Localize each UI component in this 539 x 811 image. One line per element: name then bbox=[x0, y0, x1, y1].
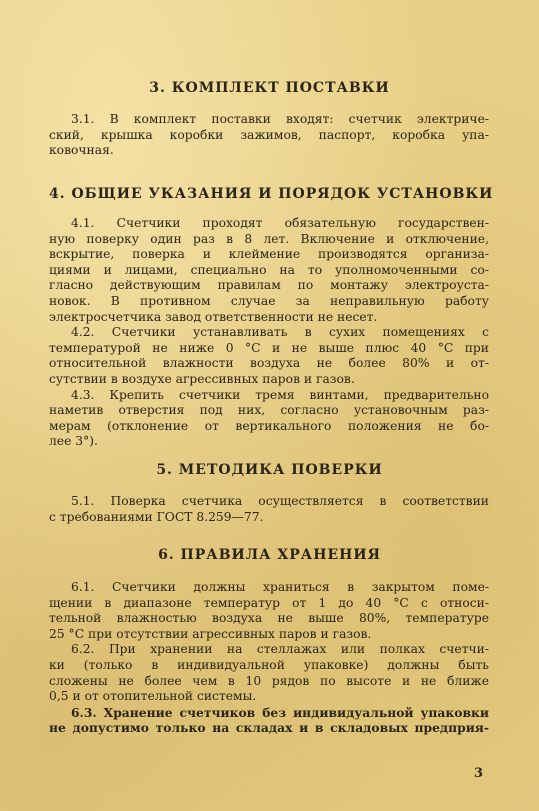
text-line: 0,5 и от отопительной системы. bbox=[49, 689, 257, 704]
text-line: относительной влажности воздуха не более 80% и от- bbox=[49, 356, 489, 371]
text-line: 6.3. Хранение счетчиков без индивидуальной упаковки bbox=[71, 704, 489, 720]
text-line: электросчетчика завод ответственности не несет. bbox=[49, 309, 378, 324]
text-line: с требованиями ГОСТ 8.259—77. bbox=[49, 509, 264, 524]
section-heading-4: 4. ОБЩИЕ УКАЗАНИЯ И ПОРЯДОК УСТАНОВКИ bbox=[49, 186, 494, 202]
text-line: 6.1. Счетчики должны храниться в закрытом поме- bbox=[71, 580, 489, 594]
text-line: 4.3. Крепить счетчики тремя винтами, предварительно bbox=[71, 387, 489, 402]
text-line: наметив отверстия под них, согласно установочным раз- bbox=[49, 403, 489, 418]
text-line: ский, крышка коробки зажимов, паспорт, коробка упа- bbox=[49, 127, 489, 142]
section-body-6 bbox=[49, 580, 489, 736]
text-line: ковочная. bbox=[49, 143, 114, 158]
section-heading-5: 5. МЕТОДИКА ПОВЕРКИ bbox=[156, 462, 383, 478]
section-body-3 bbox=[49, 112, 489, 159]
text-line: новок. В противном случае за неправильную работу bbox=[49, 293, 489, 308]
text-line: гласно действующим правилам по монтажу электроуста- bbox=[49, 278, 489, 293]
text-line: лее 3°). bbox=[49, 434, 98, 449]
text-line: сложены не более чем в 10 рядов по высоте и не ближе bbox=[49, 673, 489, 688]
text-line: температурой не ниже 0 °С и не выше плюс 40 °С при bbox=[49, 340, 489, 355]
section-body-5 bbox=[49, 494, 489, 525]
text-line: 3.1. В комплект поставки входят: счетчик электриче- bbox=[71, 112, 489, 126]
text-line: щении в диапазоне температур от 1 до 40 °С с относи- bbox=[49, 595, 489, 610]
text-line: 4.2. Счетчики устанавливать в сухих помещениях с bbox=[71, 325, 489, 340]
section-heading-3: 3. КОМПЛЕКТ ПОСТАВКИ bbox=[149, 80, 390, 96]
text-line: ную поверку один раз в 8 лет. Включение и отключение, bbox=[49, 231, 489, 246]
text-line: вскрытие, поверка и клеймение производятся организа- bbox=[49, 247, 489, 262]
text-line: циями и лицами, специально на то уполномоченными со- bbox=[49, 262, 489, 277]
text-line: 4.1. Счетчики проходят обязательную государствен- bbox=[71, 216, 489, 230]
text-line: 6.2. При хранении на стеллажах или полках счетчи- bbox=[71, 642, 489, 657]
text-line: не допустимо только на складах и в складовых предприя- bbox=[49, 720, 489, 736]
text-line: сутствии в воздухе агрессивных паров и газов. bbox=[49, 371, 355, 386]
text-line: 25 °С при отсутствии агрессивных паров и газов. bbox=[49, 626, 372, 641]
section-body-4 bbox=[49, 216, 489, 450]
text-line: тельной влажностью воздуха не выше 80%, температуре bbox=[49, 611, 489, 626]
text-line: ки (только в индивидуальной упаковке) должны быть bbox=[49, 657, 489, 672]
text-line: 5.1. Поверка счетчика осуществляется в соответствии bbox=[71, 494, 489, 508]
page-number: 3 bbox=[474, 766, 484, 781]
section-heading-6: 6. ПРАВИЛА ХРАНЕНИЯ bbox=[158, 547, 381, 563]
text-line: мерам (отклонение от вертикального положения не бо- bbox=[49, 418, 489, 433]
